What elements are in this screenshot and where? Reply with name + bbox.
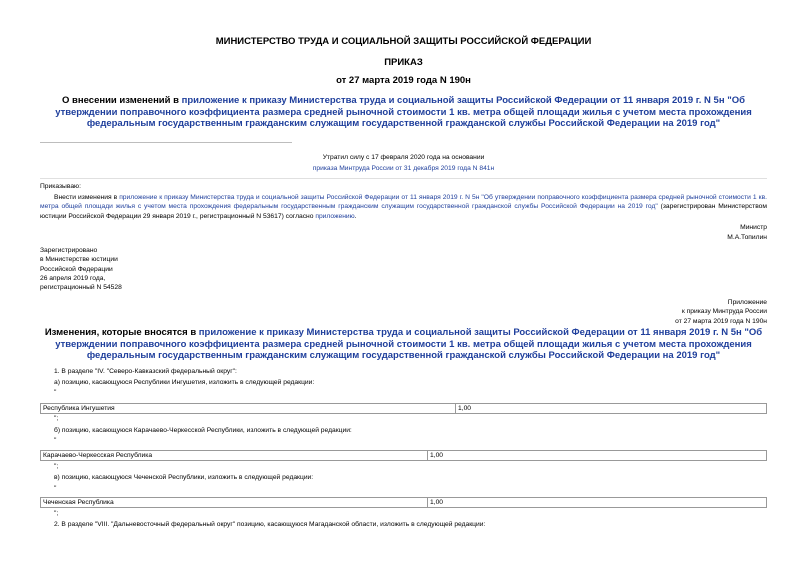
value-cell: 1,00 bbox=[428, 498, 767, 508]
quote-open: " bbox=[54, 485, 57, 492]
region-cell: Чеченская Республика bbox=[41, 498, 428, 508]
quote-close: "; bbox=[54, 463, 59, 470]
change-item-a: а) позицию, касающуюся Республики Ингушетия, изложить в следующей редакции: bbox=[54, 379, 315, 386]
registration-line: в Министерстве юстиции bbox=[40, 256, 118, 264]
row-table-ingushetia bbox=[40, 403, 767, 414]
body-p1-before: Внести изменения в bbox=[54, 194, 120, 201]
doc-title-prefix: О внесении изменений в bbox=[62, 95, 182, 106]
body-p1-link[interactable]: приложение к приказу Министерства труда и социальной защиты Российской Федерации от 11 января 2019 г. N 5н "Об утверждении поправочного коэффициента размера средней рыночной стоимости 1 кв. метра общей площади жилья с учетом места прохождения федеральным государственным гражданским служащим государственной гражданской службы Российской Федерации на 2019 год" bbox=[40, 194, 767, 211]
body-p1-after: (зарегистрирован Министерством юстиции Российской Федерации 29 января 2019 г., регистрационный N 53617) согласно bbox=[40, 203, 768, 220]
appendix-line: Приложение bbox=[727, 299, 767, 306]
change-item-2: 2. В разделе "VIII. "Дальневосточный федеральный округ" позицию, касающуюся Магаданской области, изложить в следующей редакции: bbox=[54, 521, 486, 528]
appendix-title bbox=[40, 327, 767, 362]
registration-block bbox=[40, 246, 122, 292]
doc-date-number: от 27 марта 2019 года N 190н bbox=[336, 75, 471, 86]
body-paragraph bbox=[40, 193, 767, 221]
doc-title bbox=[40, 95, 767, 130]
appendix-title-prefix: Изменения, которые вносятся в bbox=[44, 327, 199, 338]
region-cell: Республика Ингушетия bbox=[41, 404, 456, 414]
registration-line: Российской Федерации bbox=[40, 265, 113, 273]
doc-title-link[interactable]: приложение к приказу Министерства труда и социальной защиты Российской Федерации от 11 января 2019 г. N 5н "Об утверждении поправочного коэффициента размера средней рыночной стоимости 1 кв. метра общей площади жилья с учетом места прохождения федеральным государственным гражданским служащим государственной гражданской службы Российской Федерации на 2019 год" bbox=[55, 95, 752, 129]
table-row bbox=[41, 451, 767, 461]
appendix-line: от 27 марта 2019 года N 190н bbox=[675, 317, 767, 325]
row-table-karachay bbox=[40, 450, 767, 461]
change-item-1: 1. В разделе "IV. "Северо-Кавказский федеральный округ": bbox=[54, 368, 237, 375]
doc-type: ПРИКАЗ bbox=[384, 57, 423, 68]
separator-rule bbox=[40, 142, 292, 143]
value-cell: 1,00 bbox=[428, 451, 767, 461]
appendix-line: к приказу Минтруда России bbox=[681, 308, 767, 316]
quote-close: "; bbox=[54, 510, 59, 517]
body-p1-end: . bbox=[354, 212, 357, 220]
ministry-title: МИНИСТЕРСТВО ТРУДА И СОЦИАЛЬНОЙ ЗАЩИТЫ РОССИЙСКОЙ ФЕДЕРАЦИИ bbox=[215, 36, 592, 47]
section-divider bbox=[40, 178, 767, 179]
expired-note: Утратил силу с 17 февраля 2020 года на основании bbox=[322, 154, 485, 161]
region-cell: Карачаево-Черкесская Республика bbox=[41, 451, 428, 461]
value-cell: 1,00 bbox=[456, 404, 767, 414]
quote-open: " bbox=[54, 437, 57, 444]
registration-line: 26 апреля 2019 года, bbox=[40, 274, 106, 282]
row-table-chechnya bbox=[40, 497, 767, 508]
order-word: Приказываю: bbox=[40, 183, 81, 190]
table-row bbox=[41, 498, 767, 508]
change-item-b: б) позицию, касающуюся Карачаево-Черкесской Республики, изложить в следующей редакции: bbox=[54, 427, 352, 434]
change-item-v: в) позицию, касающуюся Чеченской Республики, изложить в следующей редакции: bbox=[54, 474, 314, 481]
signature-position: Министр bbox=[740, 224, 767, 231]
body-appendix-link[interactable]: приложению bbox=[315, 212, 355, 220]
signature-name: М.А.Топилин bbox=[727, 234, 767, 241]
table-row bbox=[41, 404, 767, 414]
registration-line: регистрационный N 54528 bbox=[40, 284, 122, 292]
quote-close: "; bbox=[54, 415, 59, 422]
appendix-title-link[interactable]: приложение к приказу Министерства труда и социальной защиты Российской Федерации от 11 января 2019 г. N 5н "Об утверждении поправочного коэффициента размера средней рыночной стоимости 1 кв. метра общей площади жилья с учетом места прохождения федеральным государственным гражданским служащим государственной гражданской службы Российской Федерации на 2019 год" bbox=[55, 327, 763, 361]
appendix-ref bbox=[40, 298, 767, 326]
registration-line: Зарегистрировано bbox=[40, 247, 98, 254]
expired-link[interactable]: приказа Минтруда России от 31 декабря 2019 года N 841н bbox=[312, 165, 495, 172]
quote-open: " bbox=[54, 389, 57, 396]
